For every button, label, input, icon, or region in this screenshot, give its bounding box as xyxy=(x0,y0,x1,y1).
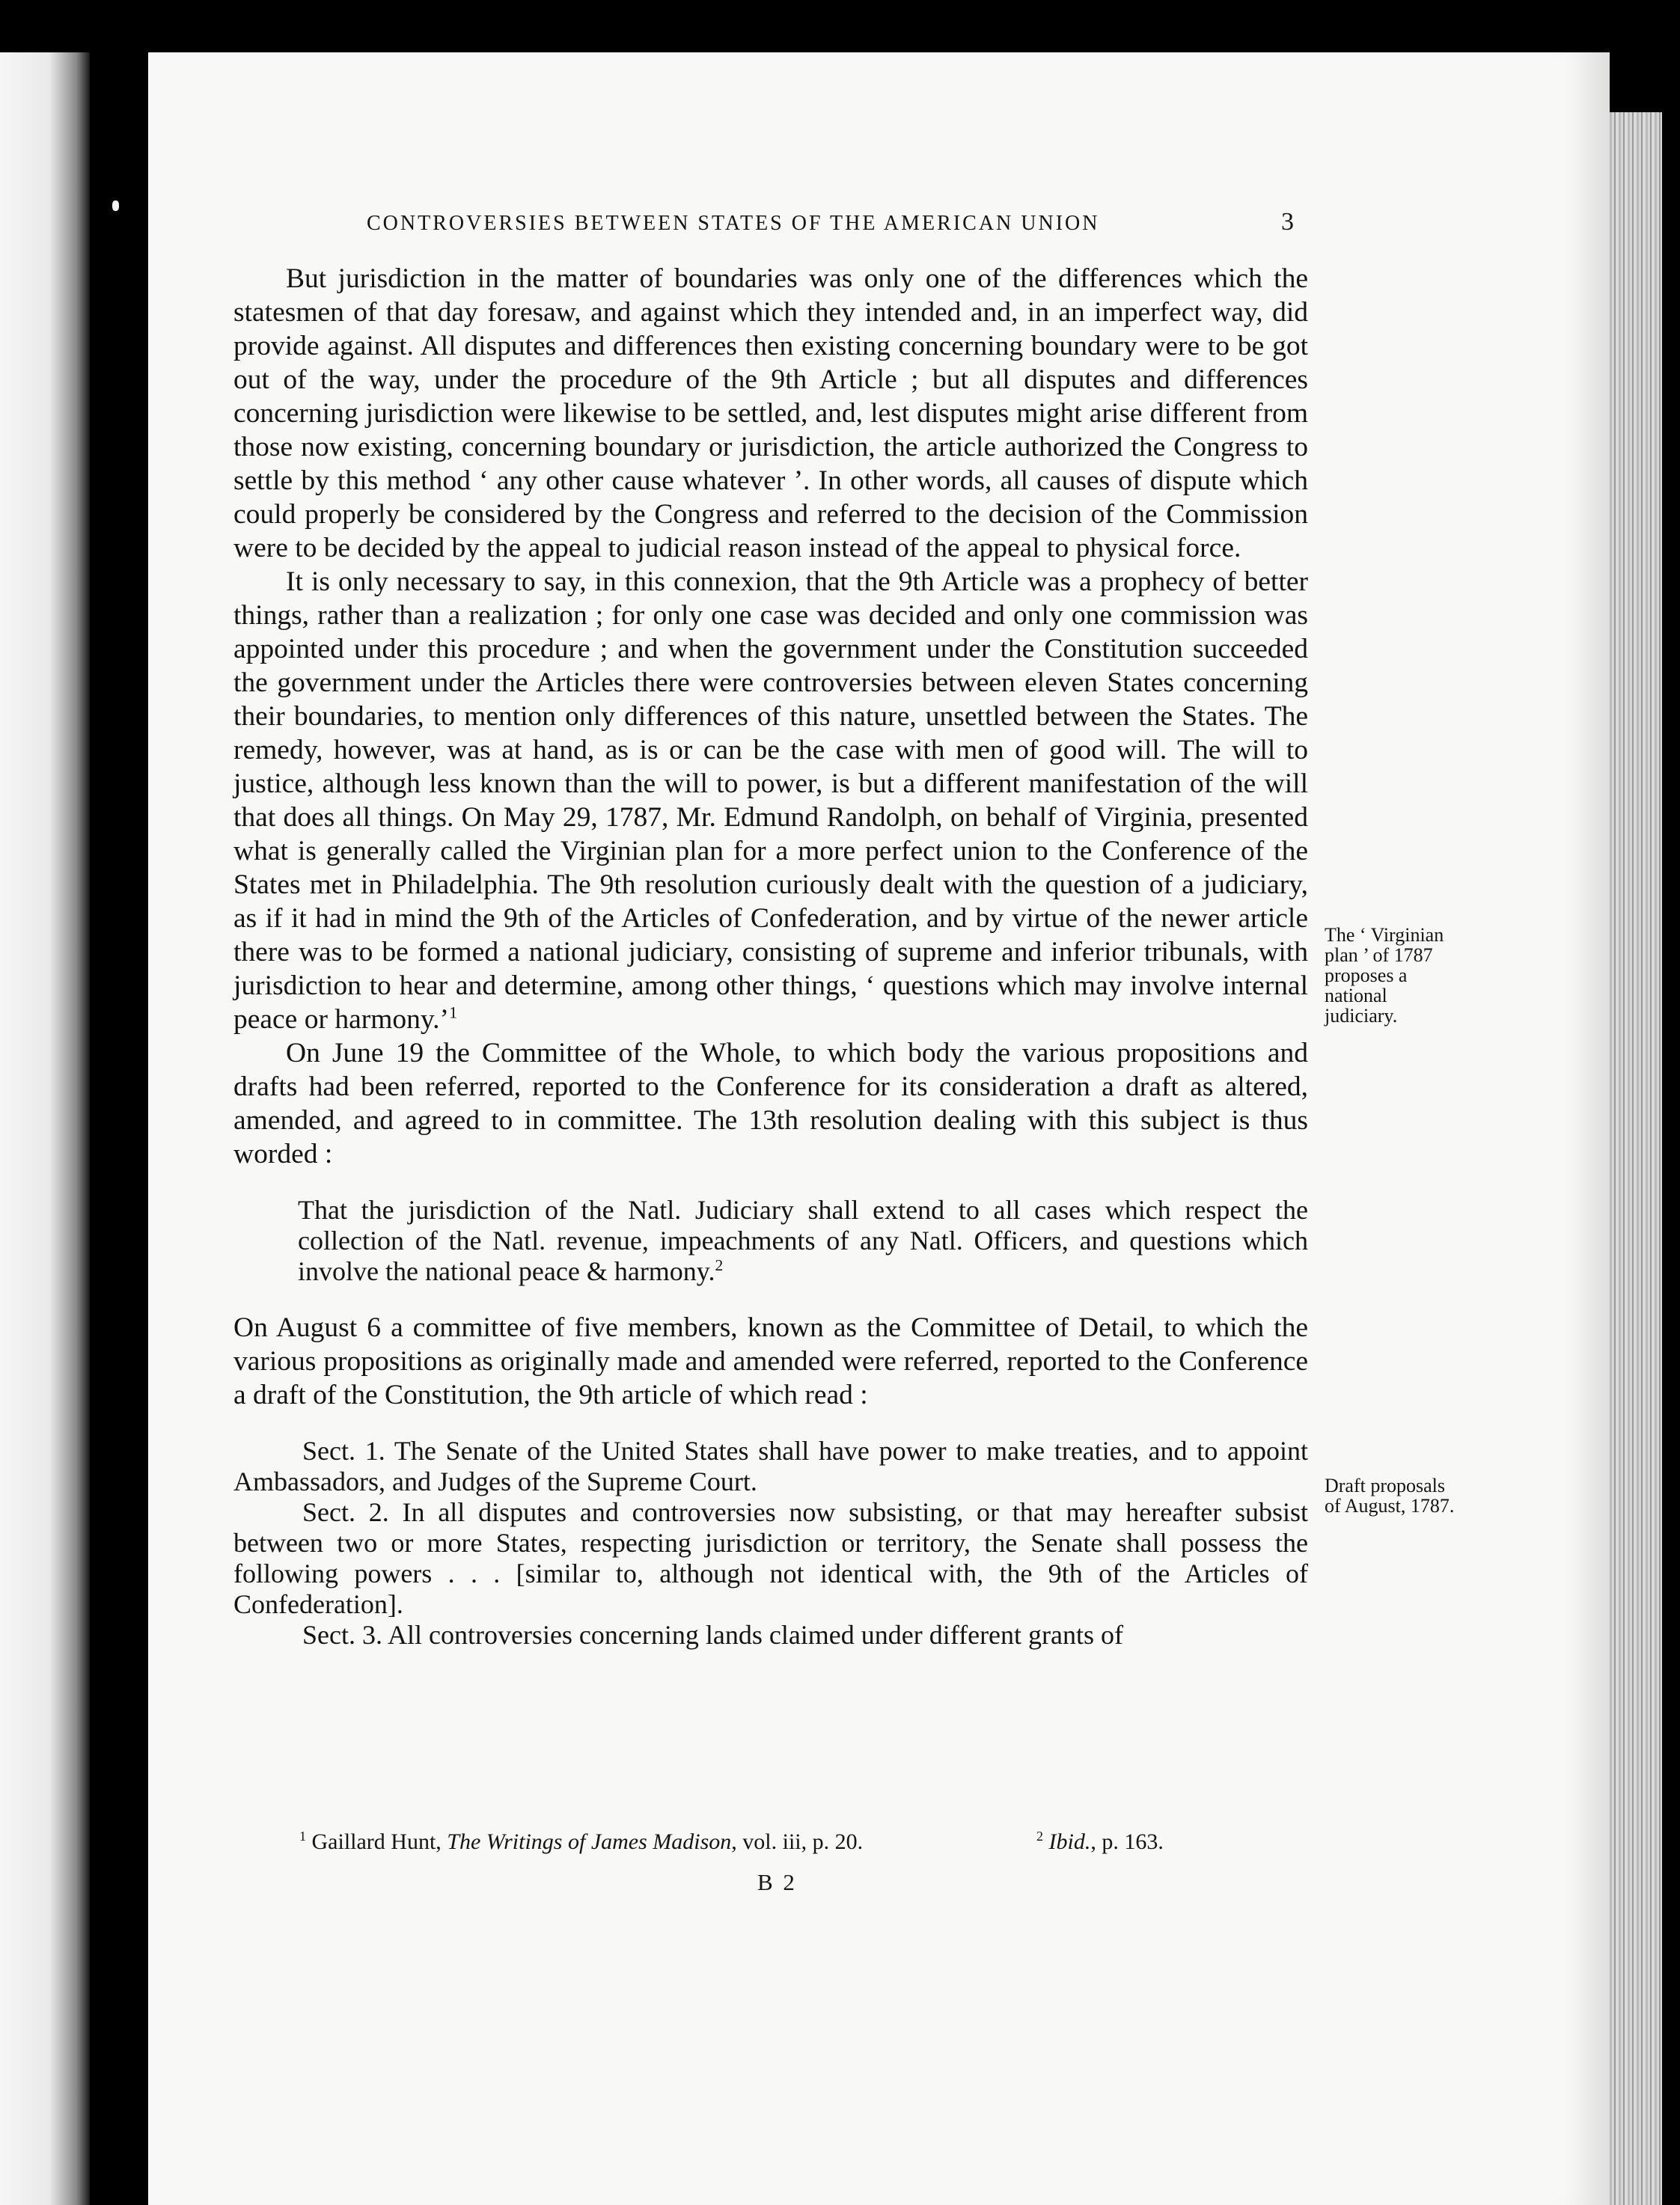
paragraph: On June 19 the Committee of the Whole, to which body the various propositions and drafts had been referred, reported to the Conference for its consideration a draft as altered, amended, and agreed to in committee. The 13th resolution dealing with this subject is thus worded : xyxy=(233,1038,1308,1169)
section: Sect. 1. The Senate of the United States shall have power to make treaties, and to appoint Ambassadors, and Judges of the Supreme Court. xyxy=(233,1436,1308,1496)
scan-border xyxy=(1662,0,1680,2205)
signature-mark: B 2 xyxy=(757,1869,797,1895)
block-quote: That the jurisdiction of the Natl. Judiciary shall extend to all cases which respect the collection of the Natl. revenue, impeachments of any Natl. Officers, and questions which involve the national peace & harmony.$^2$ xyxy=(298,1195,1308,1286)
facing-page-edge xyxy=(0,52,90,2205)
footnote-1: $^1$ Gaillard Hunt, The Writings of James Madison, vol. iii, p. 20. xyxy=(299,1829,864,1854)
footnotes xyxy=(299,1829,1272,1855)
section: Sect. 3. All controversies concerning lands claimed under different grants of xyxy=(302,1620,1123,1650)
margin-note-draft-proposals: Draft proposals of August, 1787. xyxy=(1325,1475,1455,1517)
page-number: 3 xyxy=(1281,208,1294,236)
paragraph: It is only necessary to say, in this connexion, that the 9th Article was a prophecy of better things, rather than a realization ; for only one case was decided and only one commission was appointed under this procedure ; and when the government under the Constitution succeeded the government under the Articles there were controversies between eleven States concerning their boundaries, to mention only differences of this nature, unsettled between the States. The remedy, however, was at hand, as is or can be the case with men of good will. The will to justice, although less known than the will to power, is but a different manifestation of the will that does all things. On May 29, 1787, Mr. Edmund Randolph, on behalf of Virginia, presented what is generally called the Virginian plan for a more perfect union to the Conference of the States met in Philadelphia. The 9th resolution curiously dealt with the question of a judiciary, as if it had in mind the 9th of the Articles of Confederation, and by virtue of the newer article there was to be formed a national judiciary, consisting of supreme and inferior tribunals, with jurisdiction to hear and determine, among other things, ‘ questions which may involve internal peace or harmony.’$^1$ xyxy=(233,566,1308,1035)
paragraph: On August 6 a committee of five members, known as the Committee of Detail, to which the various propositions as originally made and amended were referred, reported to the Conference a draft of the Constitution, the 9th article of which read : xyxy=(233,1312,1308,1410)
footnote-ref: 1 xyxy=(449,1003,458,1022)
block-quote-sections xyxy=(233,1436,1308,1651)
scan-speck xyxy=(112,201,119,211)
margin-note-virginian-plan: The ‘ Virginian plan ’ of 1787 proposes a national judiciary. xyxy=(1325,924,1444,1027)
book-edge xyxy=(1610,112,1662,2205)
running-head: CONTROVERSIES BETWEEN STATES OF THE AMERICAN UNION xyxy=(367,212,1100,235)
footnote-2: $^2$ Ibid., p. 163. xyxy=(1036,1829,1164,1854)
section: Sect. 2. In all disputes and controversies now subsisting, or that may hereafter subsist between two or more States, respecting jurisdiction or territory, the Senate shall possess the following powers . . . [similar to, although not identical with, the 9th of the Articles of Confederation]. xyxy=(233,1497,1308,1619)
paragraph: But jurisdiction in the matter of boundaries was only one of the differences which the statesmen of that day foresaw, and against which they intended and, in an imperfect way, did provide against. All disputes and differences then existing concerning boundary were to be got out of the way, under the procedure of the 9th Article ; but all disputes and differences concerning jurisdiction were likewise to be settled, and, lest disputes might arise different from those now existing, concerning boundary or jurisdiction, the article authorized the Congress to settle by this method ‘ any other cause whatever ’. In other words, all causes of dispute which could properly be considered by the Congress and referred to the decision of the Commission were to be decided by the appeal to judicial reason instead of the appeal to physical force. xyxy=(233,263,1308,563)
main-text xyxy=(233,262,1308,1651)
footnote-ref: 2 xyxy=(715,1256,724,1274)
